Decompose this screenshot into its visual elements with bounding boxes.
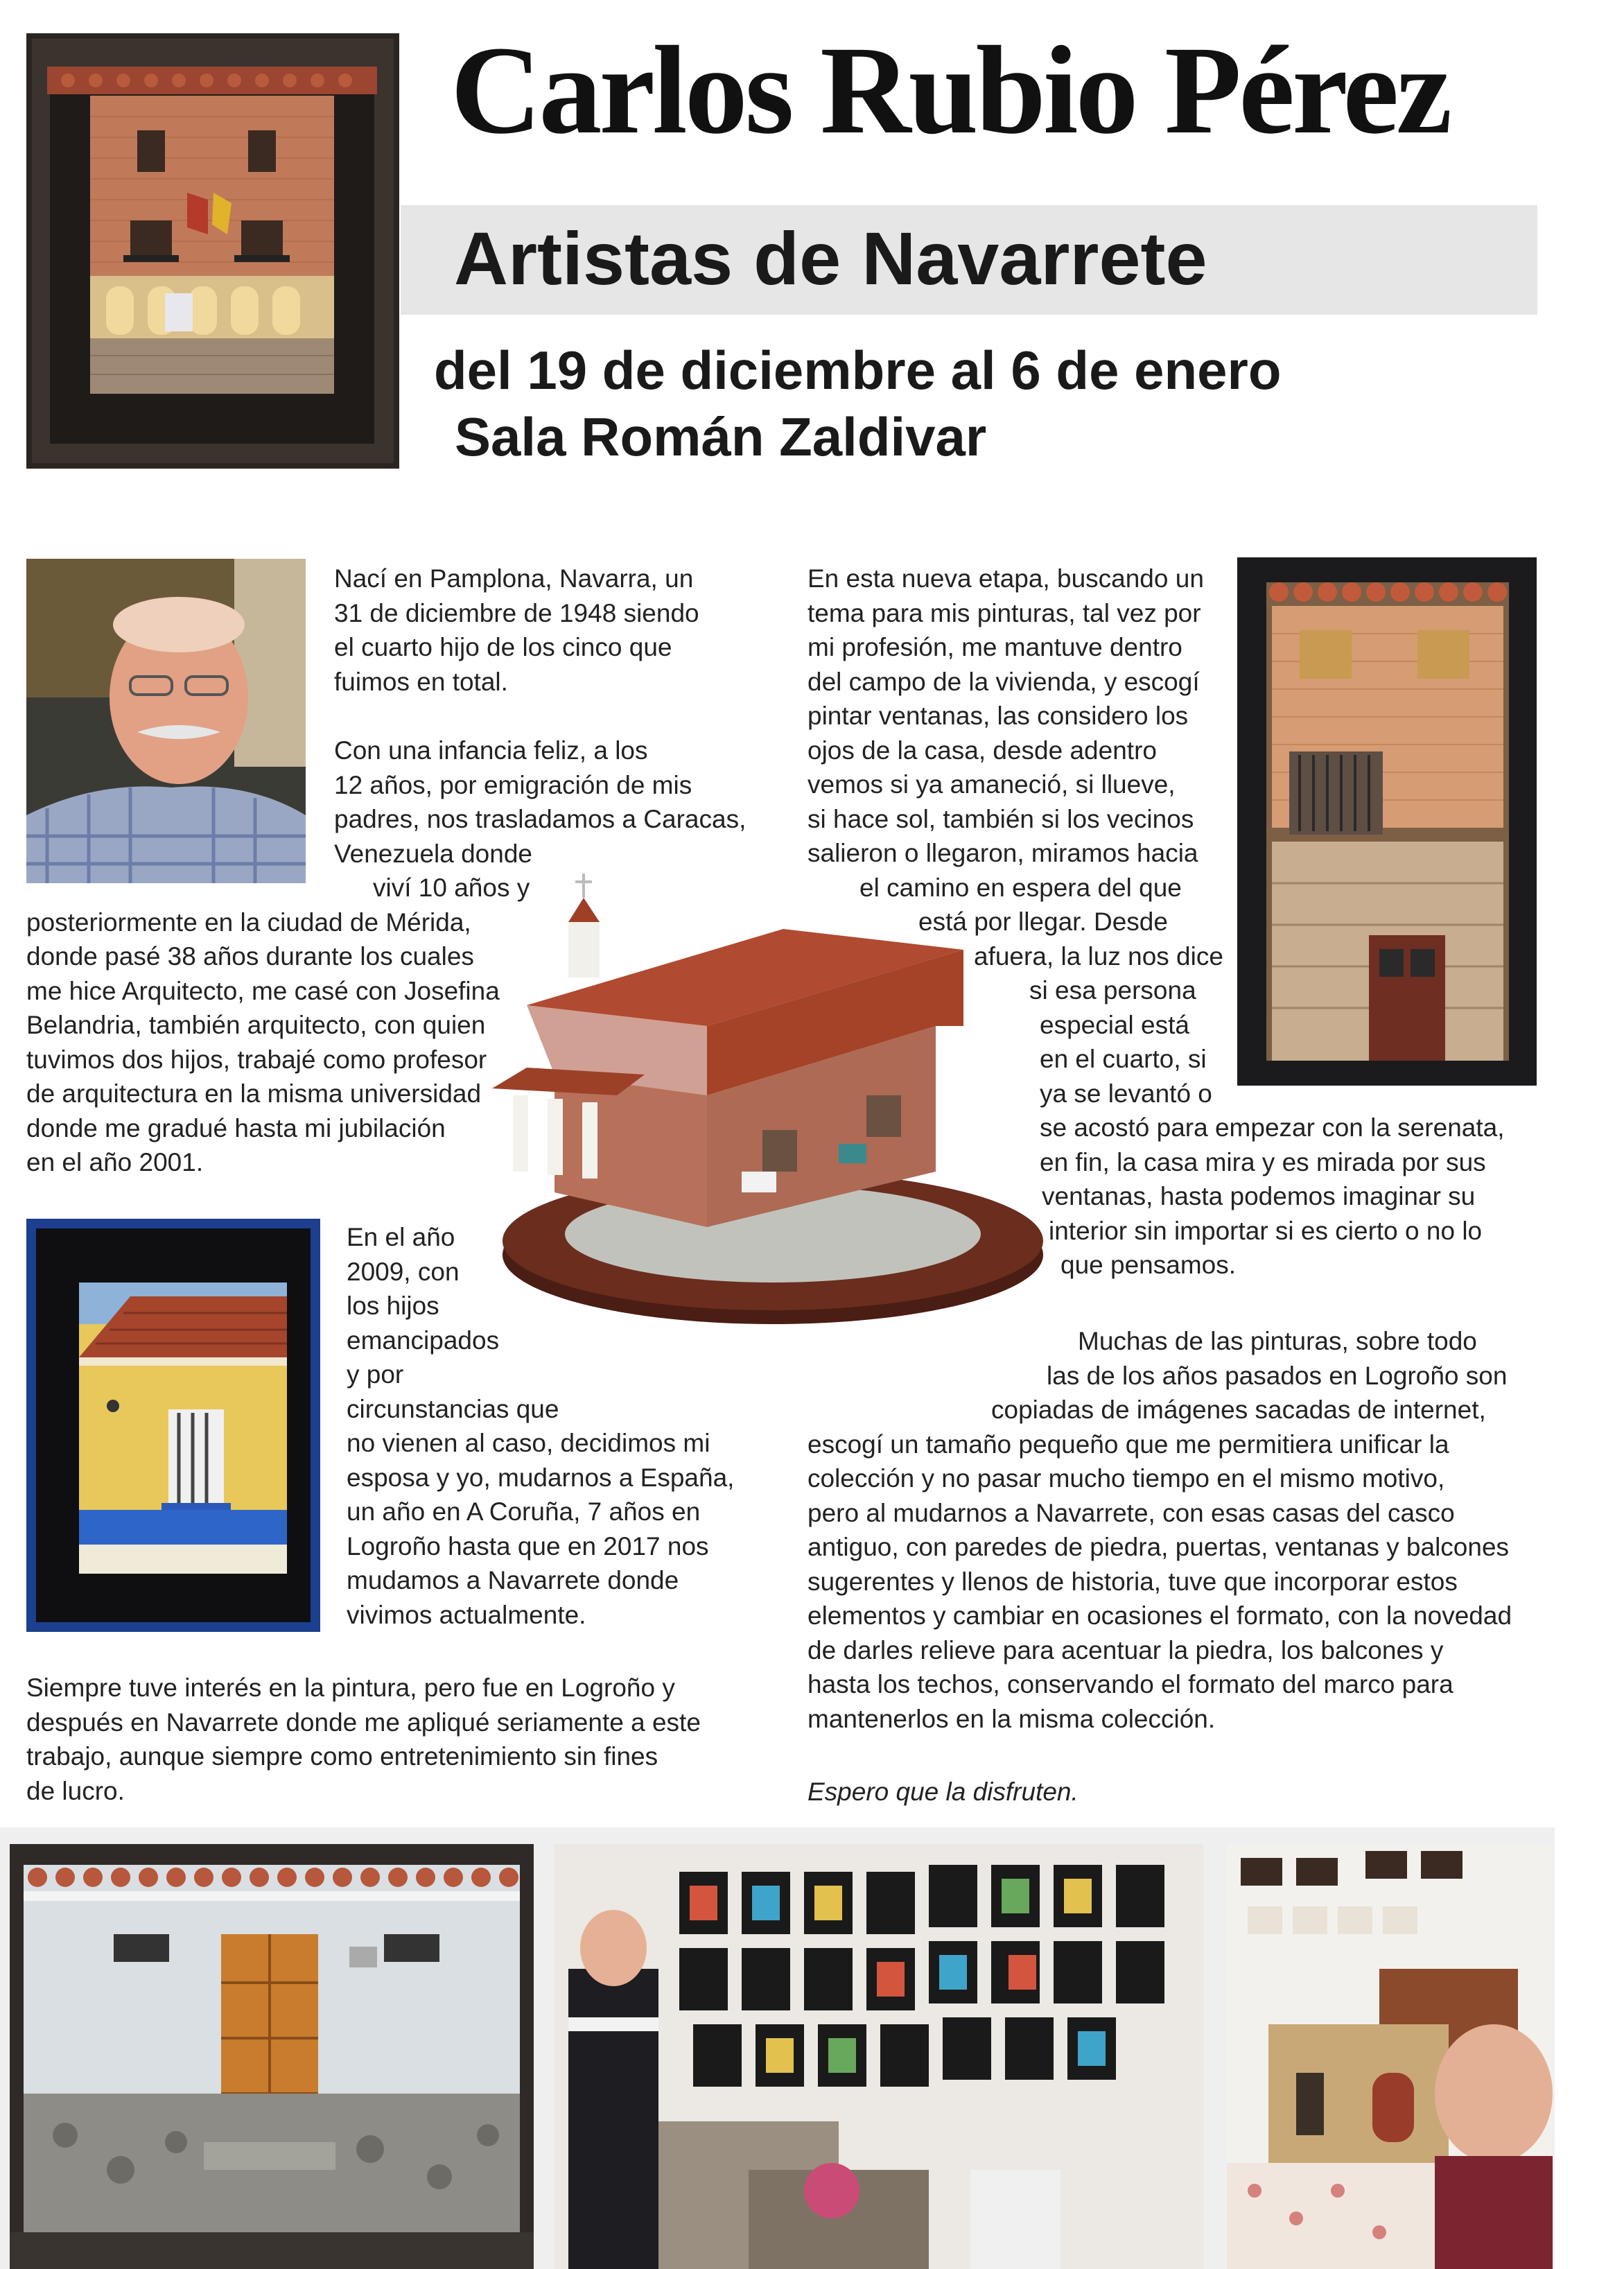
text-line: Belandria, también arquitecto, con quien — [26, 1011, 486, 1039]
text-line: viví 10 años y — [373, 873, 530, 902]
text-line: en el cuarto, si — [1040, 1045, 1207, 1073]
facade-painting-photo — [26, 33, 399, 469]
text-line: Con una infancia feliz, a los — [334, 736, 648, 765]
yellow-house-painting-photo — [26, 1219, 320, 1632]
text-line: En el año — [347, 1223, 455, 1251]
text-line: Logroño hasta que en 2017 nos — [347, 1531, 709, 1561]
text-line: me hice Arquitecto, me casé con Josefina — [26, 976, 500, 1005]
text-line: 2009, con — [347, 1257, 460, 1286]
text-line: tema para mis pinturas, tal vez por — [807, 598, 1201, 627]
text-line: pero al mudarnos a Navarrete, con esas casas del casco — [807, 1498, 1455, 1527]
text-line: circunstancias que — [347, 1394, 559, 1423]
text-line: padres, nos trasladamos a Caracas, — [334, 805, 746, 833]
text-line: el camino en espera del que — [859, 873, 1182, 902]
text-line: se acostó para empezar con la serenata, — [1040, 1113, 1505, 1142]
text-line: y por — [347, 1360, 404, 1389]
text-line: de arquitectura en la misma universidad — [26, 1079, 482, 1108]
text-line: trabajo, aunque siempre como entretenimiento sin fines — [26, 1742, 658, 1771]
door-facade-artwork-photo — [10, 1844, 534, 2269]
text-line: afuera, la luz nos dice — [974, 941, 1223, 971]
text-line: donde pasé 38 años durante los cuales — [26, 942, 474, 971]
text-line: escogí un tamaño pequeño que me permitiera unificar la — [807, 1429, 1449, 1459]
text-line: del campo de la vivienda, y escogí — [807, 667, 1200, 696]
text-line: está por llegar. Desde — [918, 907, 1168, 936]
text-line: antiguo, con paredes de piedra, puertas, ventanas y balcones — [807, 1533, 1510, 1561]
text-line: mudamos a Navarrete donde — [347, 1566, 679, 1594]
text-line: 31 de diciembre de 1948 siendo — [334, 598, 699, 627]
text-line: fuimos en total. — [334, 667, 508, 696]
text-line: posteriormente en la ciudad de Mérida, — [26, 907, 471, 937]
exhibition-dates: del 19 de diciembre al 6 de enero — [434, 340, 1282, 401]
text-line: no vienen al caso, decidimos mi — [347, 1429, 710, 1457]
bio-paragraph-1 — [334, 562, 699, 699]
text-line: ya se levantó o — [1040, 1079, 1212, 1108]
text-line: Nací en Pamplona, Navarra, un — [334, 564, 694, 593]
text-line: Siempre tuve interés en la pintura, pero fue en Logroño y — [26, 1674, 675, 1702]
text-line: tuvimos dos hijos, trabajé como profesor — [26, 1045, 487, 1074]
text-line: de lucro. — [26, 1776, 125, 1805]
text-line: ojos de la casa, desde adentro — [807, 736, 1157, 765]
text-line: copiadas de imágenes sacadas de internet, — [991, 1396, 1486, 1424]
text-line: Venezuela donde — [334, 839, 532, 868]
text-line: si esa persona — [1029, 976, 1196, 1005]
text-line: 12 años, por emigración de mis — [334, 770, 692, 799]
text-line: vemos si ya amaneció, si llueve, — [807, 770, 1176, 799]
exhibition-venue: Sala Román Zaldivar — [455, 406, 987, 467]
text-line: pintar ventanas, las considero los — [807, 702, 1189, 730]
text-line: vivimos actualmente. — [347, 1600, 586, 1629]
text-line: colección y no pasar mucho tiempo en el mismo motivo, — [807, 1464, 1445, 1493]
text-line: emancipados — [347, 1325, 500, 1355]
closing-line: Espero que la disfruten. — [807, 1777, 1079, 1806]
text-line: interior sin importar si es cierto o no lo — [1049, 1216, 1483, 1245]
text-line: salieron o llegaron, miramos hacia — [807, 839, 1198, 867]
text-line: elementos y cambiar en ocasiones el formato, con la novedad — [807, 1601, 1512, 1630]
text-line: donde me gradué hasta mi jubilación — [26, 1113, 446, 1142]
text-line: los hijos — [347, 1292, 439, 1320]
text-line: ventanas, hasta podemos imaginar su — [1042, 1182, 1476, 1210]
text-line: mantenerlos en la misma colección. — [807, 1704, 1216, 1733]
text-line: especial está — [1040, 1010, 1189, 1039]
text-line: en fin, la casa mira y es mirada por sus — [1040, 1147, 1486, 1176]
text-paragraph-windows — [807, 562, 1505, 1283]
text-line: un año en A Coruña, 7 años en — [347, 1497, 701, 1526]
bio-paragraph-4 — [26, 1671, 701, 1808]
exhibition-title: Artistas de Navarrete — [454, 216, 1207, 300]
artist-painting-at-easel-photo — [1227, 1844, 1553, 2269]
text-line: Muchas de las pinturas, sobre todo — [1078, 1327, 1477, 1355]
text-line: el cuarto hijo de los cinco que — [334, 633, 672, 661]
text-line: que pensamos. — [1060, 1251, 1237, 1279]
text-line: hasta los techos, conservando el formato del marco para — [807, 1670, 1453, 1698]
artist-name-title: Carlos Rubio Pérez — [451, 21, 1450, 160]
text-paragraph-collection — [807, 1324, 1512, 1736]
text-line: en el año 2001. — [26, 1148, 204, 1176]
living-room-gallery-photo — [555, 1844, 1203, 2269]
text-line: si hace sol, también si los vecinos — [807, 804, 1194, 833]
text-line: de darles relieve para acentuar la piedra, los balcones y — [807, 1635, 1444, 1664]
text-line: esposa y yo, mudarnos a España, — [347, 1463, 735, 1492]
text-line: las de los años pasados en Logroño son — [1047, 1361, 1508, 1390]
text-line: mi profesión, me mantuve dentro — [807, 633, 1182, 661]
text-line: después en Navarrete donde me apliqué seriamente a este — [26, 1707, 701, 1737]
text-line: En esta nueva etapa, buscando un — [807, 564, 1204, 593]
text-line: sugerentes y llenos de historia, tuve que incorporar estos — [807, 1567, 1458, 1596]
